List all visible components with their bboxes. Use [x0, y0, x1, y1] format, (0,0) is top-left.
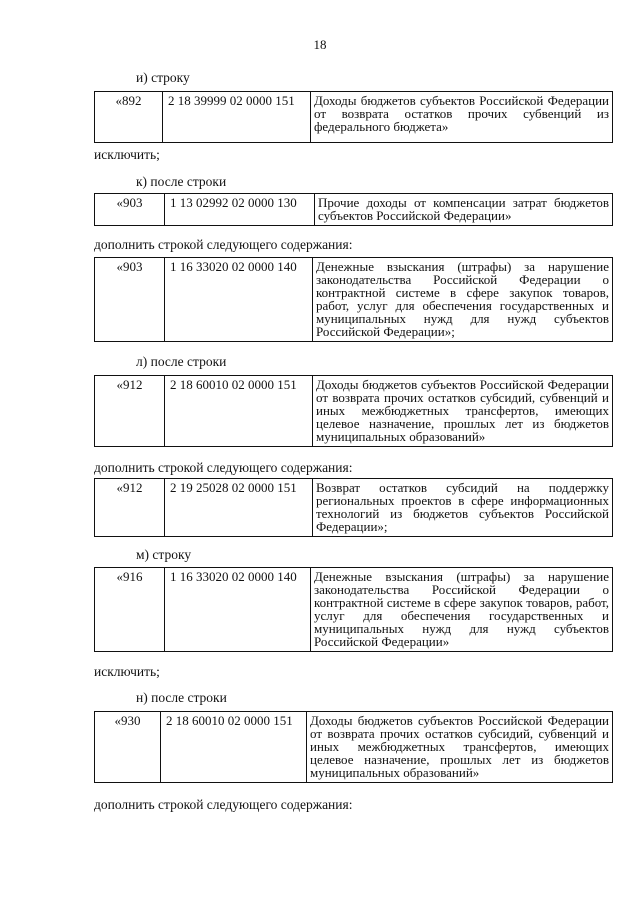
admin-code-cell: «912 — [95, 479, 165, 537]
admin-code-cell: «903 — [95, 194, 165, 226]
amendment-intro: к) после строки — [136, 174, 227, 189]
budget-code-cell: 2 18 39999 02 0000 151 — [163, 92, 311, 143]
amendment-table — [94, 567, 613, 652]
amendment-table — [94, 91, 613, 143]
amendment-intro: и) строку — [136, 70, 190, 85]
description-cell: Доходы бюджетов субъектов Российской Федерации от возврата прочих остатков субсидий, субвенций и иных межбюджетных трансфертов, имеющих целевое назначение, прошлых лет из бюджетов муниципальных образований» — [307, 712, 613, 783]
budget-code-cell: 1 13 02992 02 0000 130 — [165, 194, 315, 226]
admin-code-cell: «930 — [95, 712, 161, 783]
table-row — [95, 712, 613, 783]
description-cell: Прочие доходы от компенсации затрат бюджетов субъектов Российской Федерации» — [315, 194, 613, 226]
description-cell: Денежные взыскания (штрафы) за нарушение законодательства Российской Федерации о контрактной системе в сфере закупок товаров, работ, услуг для обеспечения государственных и муниципальных нужд для нужд субъектов Российской Федерации»; — [313, 258, 613, 342]
description-cell: Доходы бюджетов субъектов Российской Федерации от возврата остатков прочих субвенций из федерального бюджета» — [311, 92, 613, 143]
amendment-intro: м) строку — [136, 547, 192, 562]
budget-code-cell: 1 16 33020 02 0000 140 — [165, 258, 313, 342]
admin-code-cell: «912 — [95, 376, 165, 447]
table-row — [95, 568, 613, 652]
budget-code-cell: 1 16 33020 02 0000 140 — [165, 568, 311, 652]
page-number: 18 — [313, 37, 327, 52]
amendment-instruction: дополнить строкой следующего содержания: — [94, 797, 353, 812]
description-cell: Возврат остатков субсидий на поддержку региональных проектов в сфере информационных технологий из бюджетов субъектов Российской Федерации»; — [313, 479, 613, 537]
table-row — [95, 479, 613, 537]
amendment-table — [94, 375, 613, 447]
amendment-table — [94, 478, 613, 537]
admin-code-cell: «892 — [95, 92, 163, 143]
amendment-table — [94, 193, 613, 226]
amendment-intro: л) после строки — [136, 354, 227, 369]
table-row — [95, 194, 613, 226]
amendment-intro: н) после строки — [136, 690, 227, 705]
budget-code-cell: 2 18 60010 02 0000 151 — [165, 376, 313, 447]
amendment-table — [94, 257, 613, 342]
amendment-instruction: дополнить строкой следующего содержания: — [94, 460, 353, 475]
amendment-table — [94, 711, 613, 783]
table-row — [95, 92, 613, 143]
budget-code-cell: 2 19 25028 02 0000 151 — [165, 479, 313, 537]
table-row — [95, 376, 613, 447]
description-cell: Доходы бюджетов субъектов Российской Федерации от возврата прочих остатков субсидий, субвенций и иных межбюджетных трансфертов, имеющих целевое назначение, прошлых лет из бюджетов муниципальных образований» — [313, 376, 613, 447]
budget-code-cell: 2 18 60010 02 0000 151 — [161, 712, 307, 783]
admin-code-cell: «916 — [95, 568, 165, 652]
description-cell: Денежные взыскания (штрафы) за нарушение законодательства Российской Федерации о контрактной системе в сфере закупок товаров, работ, услуг для обеспечения государственных и муниципальных нужд для нужд субъектов Российской Федерации» — [311, 568, 613, 652]
amendment-instruction: исключить; — [94, 664, 160, 679]
table-row — [95, 258, 613, 342]
amendment-instruction: дополнить строкой следующего содержания: — [94, 237, 353, 252]
admin-code-cell: «903 — [95, 258, 165, 342]
amendment-instruction: исключить; — [94, 147, 160, 162]
